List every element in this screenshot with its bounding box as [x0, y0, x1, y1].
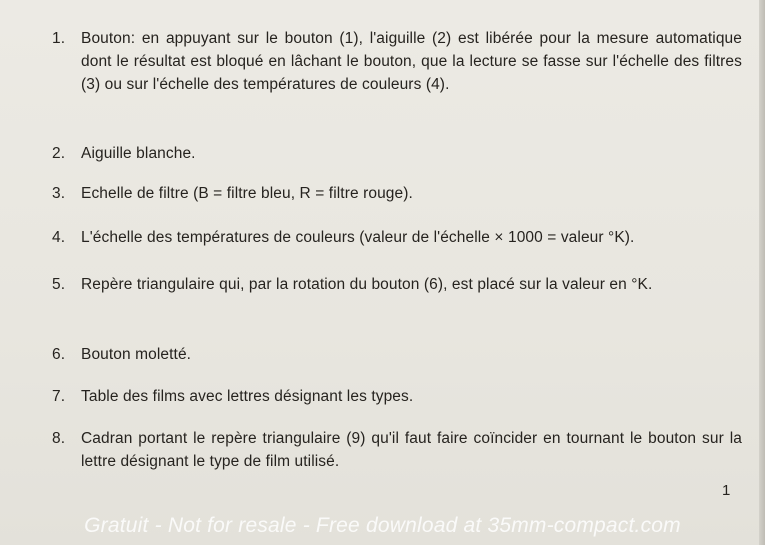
item-number: 8. — [52, 430, 66, 447]
item-text: Table des films avec lettres désignant les types. — [81, 388, 414, 405]
item-number: 6. — [52, 346, 66, 363]
item-number: 4. — [52, 229, 66, 246]
list-item — [52, 27, 742, 96]
item-text: Cadran portant le repère triangulaire (9) qu'il faut faire coïncider en tournant le bouton sur la lettre désignant le type de film utilisé. — [81, 430, 742, 470]
item-text: Echelle de filtre (B = filtre bleu, R = filtre rouge). — [81, 185, 413, 202]
list-item — [52, 273, 742, 296]
item-number: 1. — [52, 30, 66, 47]
item-text: Aiguille blanche. — [81, 145, 196, 162]
item-text: L'échelle des températures de couleurs (valeur de l'échelle × 1000 = valeur °K). — [81, 229, 635, 246]
list-item — [52, 142, 742, 165]
item-text: Bouton moletté. — [81, 346, 192, 363]
item-number: 5. — [52, 276, 66, 293]
item-text: Bouton: en appuyant sur le bouton (1), l'aiguille (2) est libérée pour la mesure automatique dont le résultat est bloqué en lâchant le bouton, que la lecture se fasse sur l'échelle des filtres (3) ou sur l'échelle des températures de couleurs (4). — [81, 30, 742, 93]
list-item — [52, 226, 742, 249]
watermark: Gratuit - Not for resale - Free download at 35mm-compact.com — [84, 514, 681, 537]
item-number: 7. — [52, 388, 66, 405]
page-edge — [759, 0, 765, 545]
list-item — [52, 427, 742, 473]
page-number: 1 — [722, 482, 731, 499]
list-item — [52, 182, 742, 205]
item-number: 3. — [52, 185, 66, 202]
list-item — [52, 385, 742, 408]
item-text: Repère triangulaire qui, par la rotation du bouton (6), est placé sur la valeur en °K. — [81, 276, 653, 293]
item-number: 2. — [52, 145, 66, 162]
list-item — [52, 343, 742, 366]
